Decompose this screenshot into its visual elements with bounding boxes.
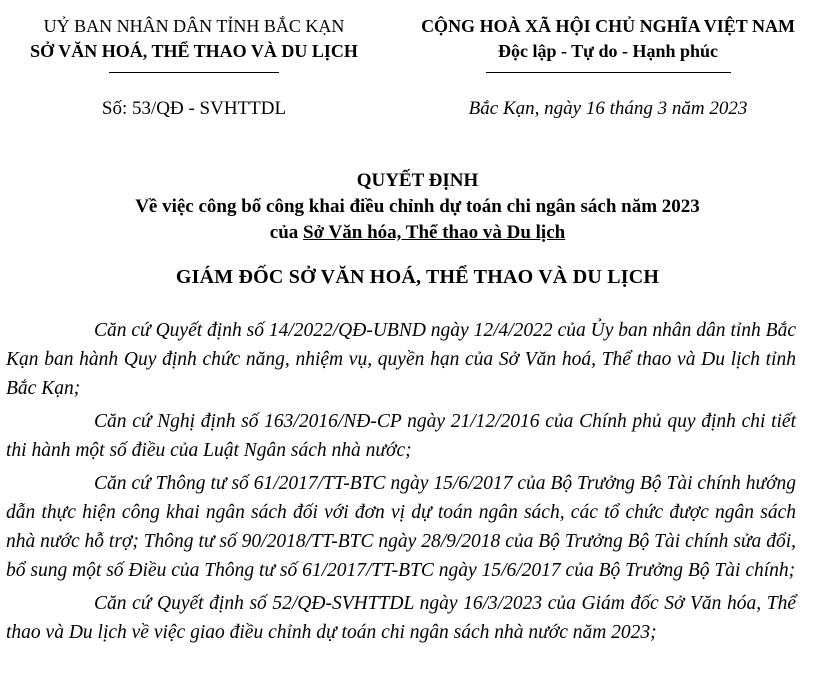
subject-prefix: của [269, 222, 304, 243]
legal-basis-paragraph: Căn cứ Quyết định số 52/QĐ-SVHTTDL ngày 16/3/2023 của Giám đốc Sở Văn hóa, Thể thao và Du lịch về việc giao điều chỉnh dự toán chi ngân sách nhà nước năm 2023; [6, 593, 796, 643]
agency-divider [109, 72, 279, 73]
document-body [6, 316, 796, 651]
legal-basis-paragraph: Căn cứ Quyết định số 14/2022/QĐ-UBND ngày 12/4/2022 của Ủy ban nhân dân tỉnh Bắc Kạn ban hành Quy định chức năng, nhiệm vụ, quyền hạn của Sở Văn hoá, Thể thao và Du lịch tỉnh Bắc Kạn; [6, 320, 796, 399]
country-name: CỘNG HOÀ XÃ HỘI CHỦ NGHĨA VIỆT NAM [421, 16, 795, 36]
issuing-agency: SỞ VĂN HOÁ, THỂ THAO VÀ DU LỊCH [30, 41, 358, 61]
document-date: Bắc Kạn, ngày 16 tháng 3 năm 2023 [468, 98, 748, 119]
national-motto: Độc lập - Tự do - Hạnh phúc [497, 41, 719, 61]
subject-line-1: Về việc công bố công khai điều chỉnh dự toán chi ngân sách năm 2023 [135, 196, 700, 217]
legal-basis-paragraph: Căn cứ Thông tư số 61/2017/TT-BTC ngày 15/6/2017 của Bộ Trưởng Bộ Tài chính hướng dẫn thực hiện công khai ngân sách đối với đơn vị dự toán ngân sách, các tổ chức được ngân sách nhà nước hỗ trợ; Thông tư số 90/2018/TT-BTC ngày 28/9/2018 của Bộ Trưởng Bộ Tài chính sửa đổi, bổ sung một số Điều của Thông tư số 61/2017/TT-BTC ngày 15/6/2017 của Bộ Trưởng Bộ Tài chính; [6, 473, 796, 581]
issuing-authority: GIÁM ĐỐC SỞ VĂN HOÁ, THỂ THAO VÀ DU LỊCH [175, 266, 660, 288]
document-type: QUYẾT ĐỊNH [356, 170, 479, 191]
title-block [0, 168, 835, 246]
subject-agency: Sở Văn hóa, Thể thao và Du lịch [303, 222, 566, 243]
motto-divider [486, 72, 731, 73]
parent-agency: UỶ BAN NHÂN DÂN TỈNH BẮC KẠN [43, 16, 345, 36]
subject-line-2 [0, 220, 835, 246]
national-motto-block [398, 14, 818, 73]
document-number: Số: 53/QĐ - SVHTTDL [101, 98, 287, 119]
issuing-agency-block [14, 14, 374, 73]
legal-basis-paragraph: Căn cứ Nghị định số 163/2016/NĐ-CP ngày 21/12/2016 của Chính phủ quy định chi tiết thi hành một số điều của Luật Ngân sách nhà nước; [6, 411, 796, 461]
